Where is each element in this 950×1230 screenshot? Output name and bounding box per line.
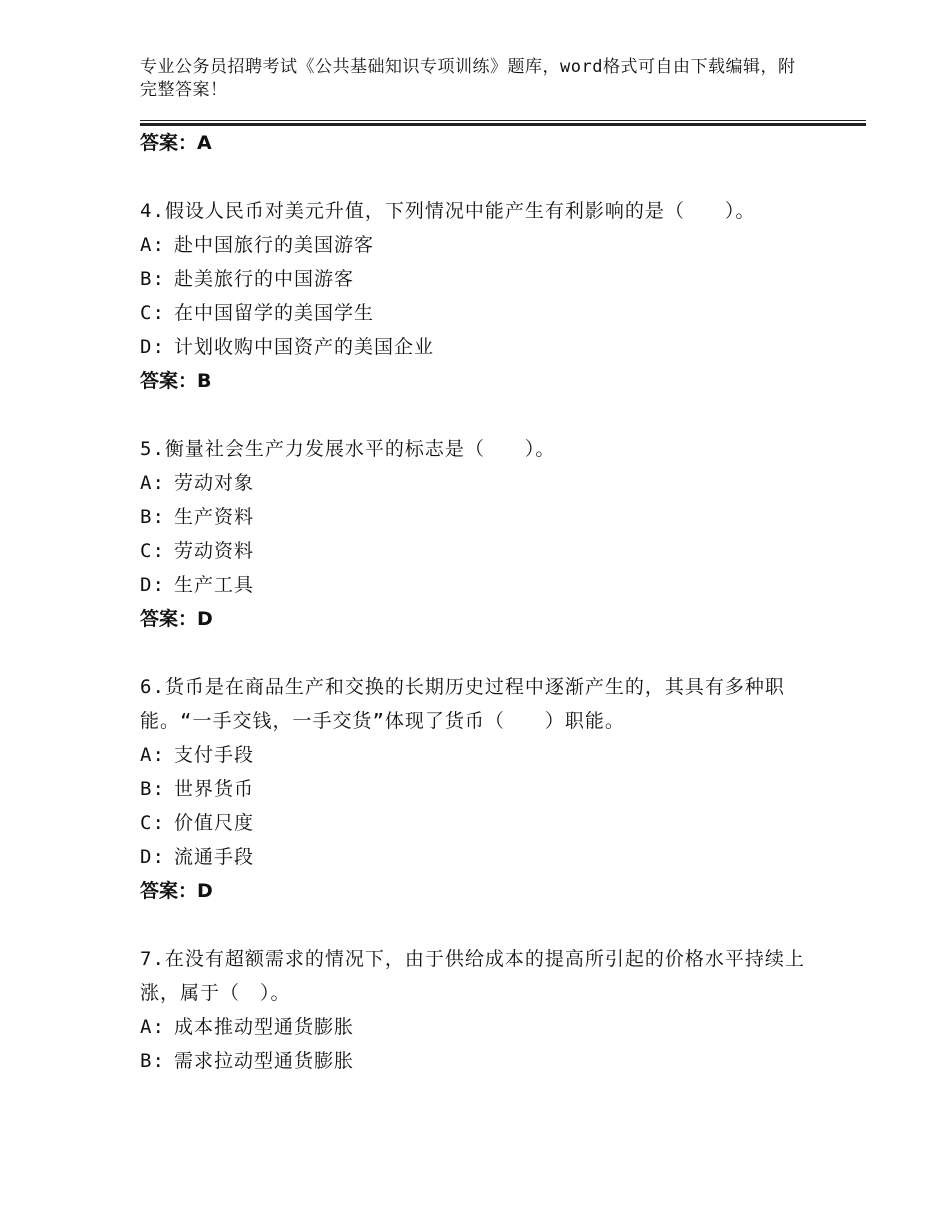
question-block xyxy=(140,432,820,636)
option-text: 劳动对象 xyxy=(174,472,255,494)
option-text: 计划收购中国资产的美国企业 xyxy=(174,336,435,358)
option-letter: C: xyxy=(140,812,165,834)
option-letter: A: xyxy=(140,1016,165,1038)
spacer xyxy=(140,636,820,670)
option-letter: D: xyxy=(140,846,165,868)
option-text: 价值尺度 xyxy=(174,812,255,834)
option-item xyxy=(140,1010,820,1044)
option-text: 赴美旅行的中国游客 xyxy=(174,268,355,290)
option-letter: B: xyxy=(140,1050,165,1072)
option-item xyxy=(140,806,820,840)
option-item xyxy=(140,772,820,806)
spacer xyxy=(140,160,820,194)
option-letter: B: xyxy=(140,778,165,800)
option-item xyxy=(140,228,820,262)
option-item xyxy=(140,568,820,602)
option-text: 流通手段 xyxy=(174,846,255,868)
question-stem: 7.在没有超额需求的情况下，由于供给成本的提高所引起的价格水平持续上涨，属于（ ）。 xyxy=(140,948,805,1004)
option-item xyxy=(140,466,820,500)
option-item xyxy=(140,534,820,568)
option-item xyxy=(140,330,820,364)
option-text: 生产工具 xyxy=(174,574,255,596)
option-letter: A: xyxy=(140,234,165,256)
option-letter: B: xyxy=(140,506,165,528)
option-letter: C: xyxy=(140,302,165,324)
option-text: 成本推动型通货膨胀 xyxy=(174,1016,355,1038)
option-item xyxy=(140,738,820,772)
page-header: 专业公务员招聘考试《公共基础知识专项训练》题库，word格式可自由下载编辑，附完整答案！ xyxy=(140,57,796,100)
option-text: 劳动资料 xyxy=(174,540,255,562)
answer-line: 答案：B xyxy=(140,370,212,392)
option-item xyxy=(140,500,820,534)
option-text: 需求拉动型通货膨胀 xyxy=(174,1050,355,1072)
question-block xyxy=(140,194,820,398)
option-letter: D: xyxy=(140,574,165,596)
option-letter: A: xyxy=(140,744,165,766)
option-letter: B: xyxy=(140,268,165,290)
option-text: 生产资料 xyxy=(174,506,255,528)
spacer xyxy=(140,908,820,942)
option-item xyxy=(140,262,820,296)
option-letter: D: xyxy=(140,336,165,358)
option-letter: C: xyxy=(140,540,165,562)
option-text: 世界货币 xyxy=(174,778,255,800)
question-stem: 5.衡量社会生产力发展水平的标志是（ ）。 xyxy=(140,438,556,460)
question-stem: 4.假设人民币对美元升值，下列情况中能产生有利影响的是（ ）。 xyxy=(140,200,756,222)
option-item xyxy=(140,296,820,330)
option-text: 支付手段 xyxy=(174,744,255,766)
question-stem: 6.货币是在商品生产和交换的长期历史过程中逐渐产生的，其具有多种职能。“一手交钱，一手交货”体现了货币（ ）职能。 xyxy=(140,676,785,732)
header-divider-thin xyxy=(140,120,866,121)
option-text: 在中国留学的美国学生 xyxy=(174,302,375,324)
answer-line: 答案：A xyxy=(140,132,212,154)
question-block xyxy=(140,942,820,1078)
option-item xyxy=(140,1044,820,1078)
spacer xyxy=(140,398,820,432)
option-item xyxy=(140,840,820,874)
question-content xyxy=(140,126,820,1078)
question-block xyxy=(140,670,820,908)
option-letter: A: xyxy=(140,472,165,494)
answer-line: 答案：D xyxy=(140,880,213,902)
option-text: 赴中国旅行的美国游客 xyxy=(174,234,375,256)
answer-line: 答案：D xyxy=(140,608,213,630)
